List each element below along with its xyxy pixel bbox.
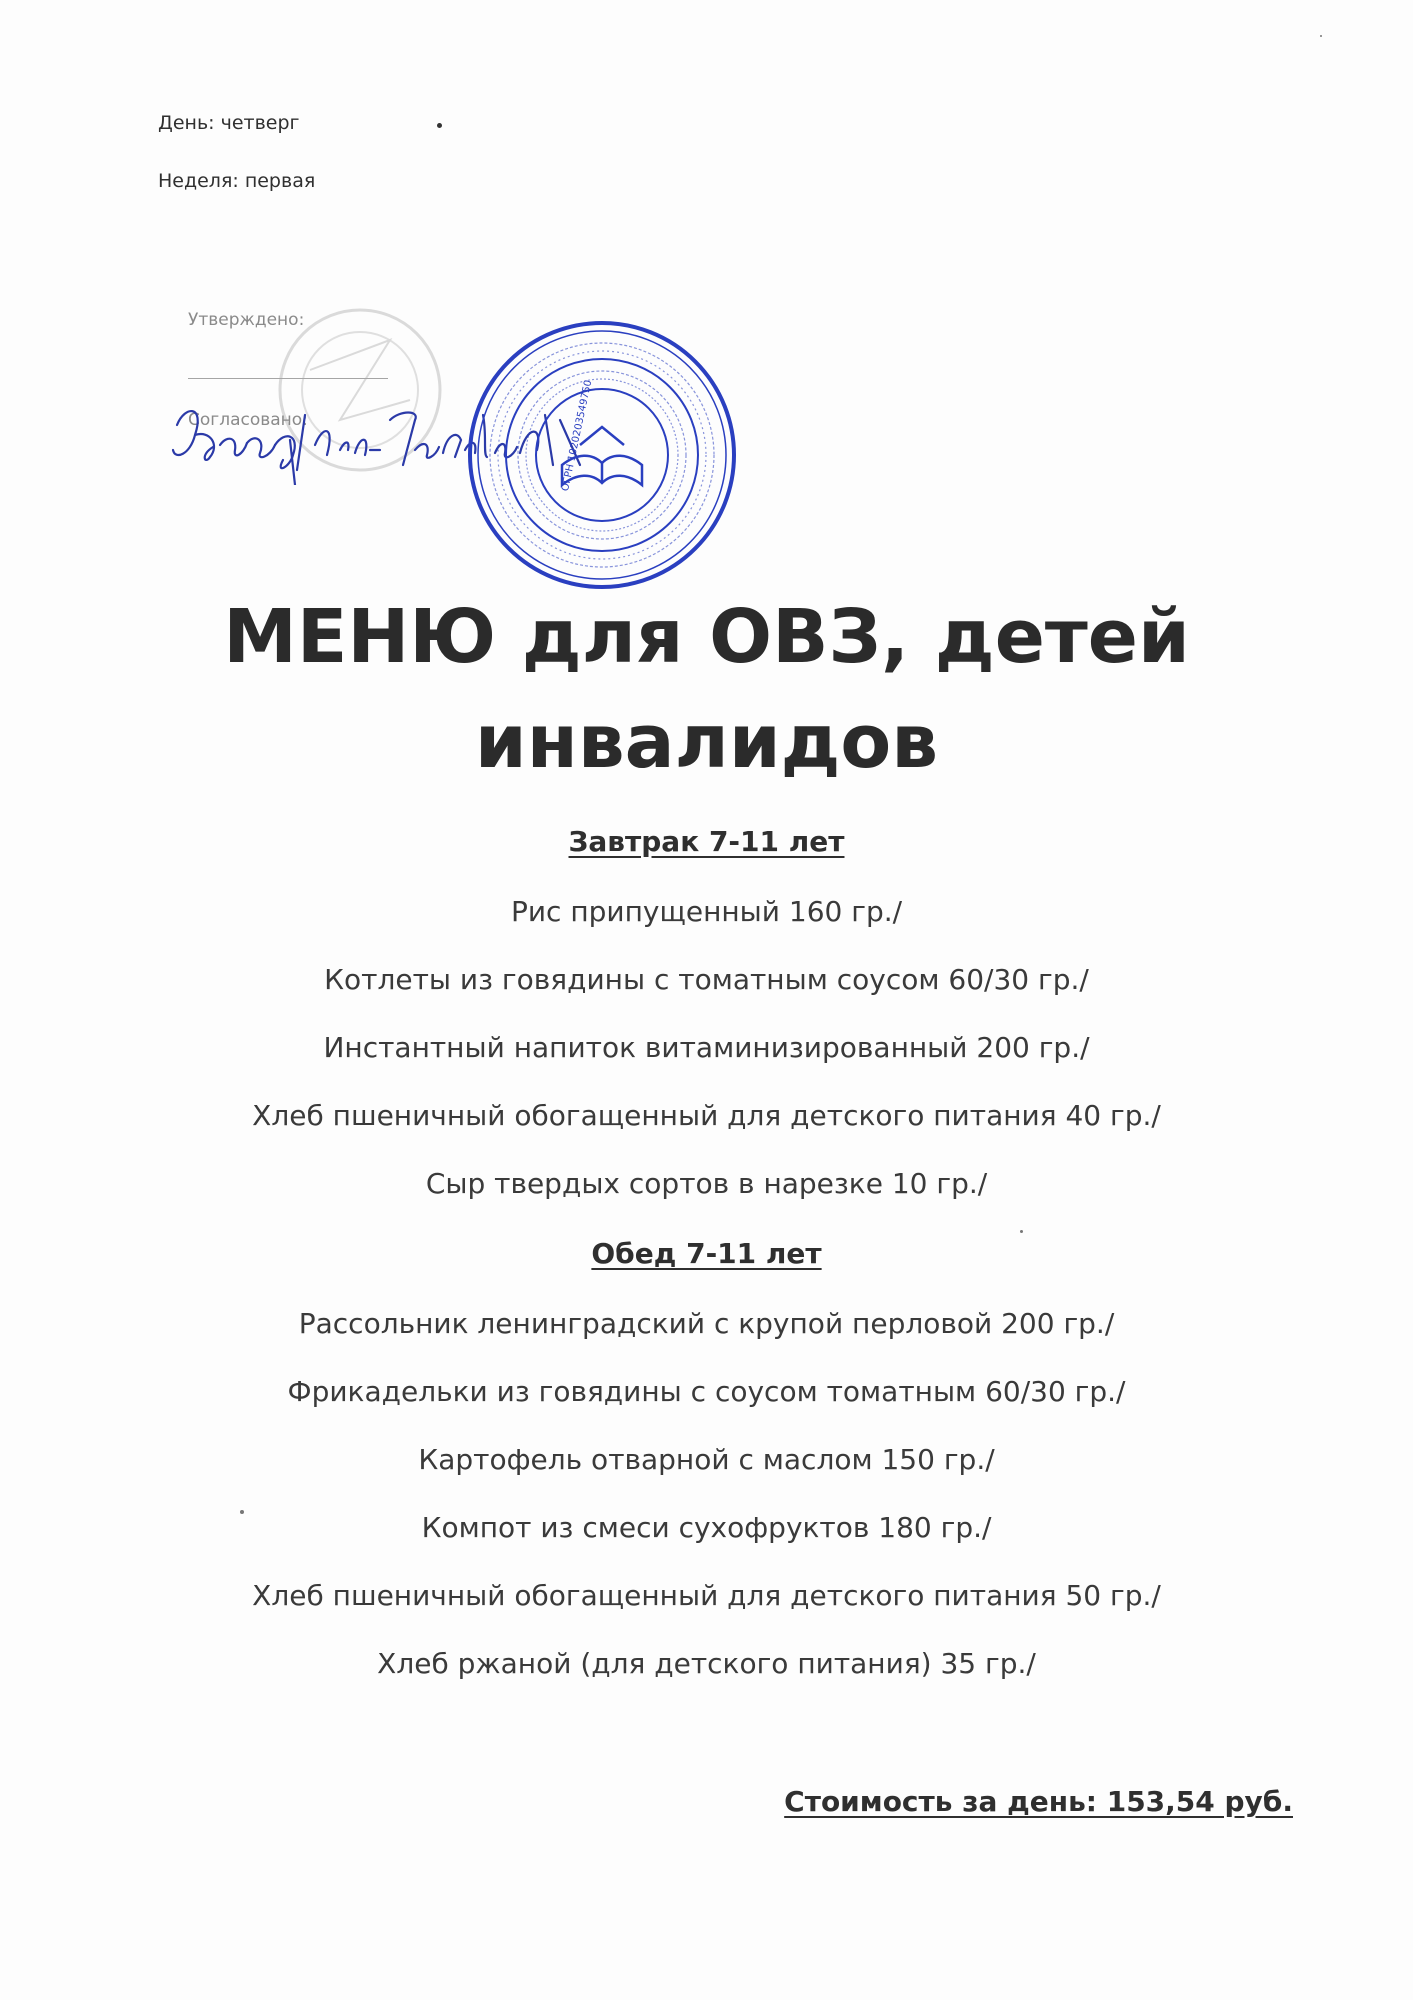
breakfast-item: Сыр твердых сортов в нарезке 10 гр./ (425, 1167, 988, 1200)
breakfast-heading: Завтрак 7-11 лет (568, 825, 845, 858)
lunch-item: Хлеб ржаной (для детского питания) 35 гр./ (377, 1647, 1036, 1680)
lunch-item: Хлеб пшеничный обогащенный для детского питания 50 гр./ (252, 1579, 1161, 1612)
agreed-label: Согласовано: (188, 410, 308, 430)
lunch-item: Компот из смеси сухофруктов 180 гр./ (421, 1511, 992, 1544)
breakfast-item: Хлеб пшеничный обогащенный для детского питания 40 гр./ (252, 1099, 1161, 1132)
lunch-item: Фрикадельки из говядины с соусом томатным 60/30 гр./ (287, 1375, 1126, 1408)
breakfast-item: Инстантный напиток витаминизированный 200 гр./ (323, 1031, 1090, 1064)
lunch-item: Рассольник ленинградский с крупой перловой 200 гр./ (298, 1307, 1115, 1340)
stray-dot (437, 123, 442, 128)
page-title-line1: МЕНЮ для ОВЗ, детей (223, 594, 1190, 680)
breakfast-item: Котлеты из говядины с томатным соусом 60/30 гр./ (324, 963, 1089, 996)
day-label: День: четверг (158, 112, 300, 134)
scan-speck (1020, 1230, 1023, 1233)
stamp-ogrn-text: ОГРН 1020203549750 (560, 379, 595, 493)
daily-cost: Стоимость за день: 153,54 руб. (784, 1785, 1293, 1818)
week-label: Неделя: первая (158, 170, 316, 192)
page-title-line2: инвалидов (474, 699, 939, 785)
lunch-item: Картофель отварной с маслом 150 гр./ (418, 1443, 995, 1476)
lunch-heading: Обед 7-11 лет (591, 1237, 822, 1270)
scan-speck (1320, 35, 1322, 37)
scan-speck (240, 1510, 244, 1514)
approval-divider (188, 378, 388, 379)
official-stamp-icon (462, 315, 742, 595)
breakfast-item: Рис припущенный 160 гр./ (510, 895, 903, 928)
approved-label: Утверждено: (188, 310, 305, 330)
